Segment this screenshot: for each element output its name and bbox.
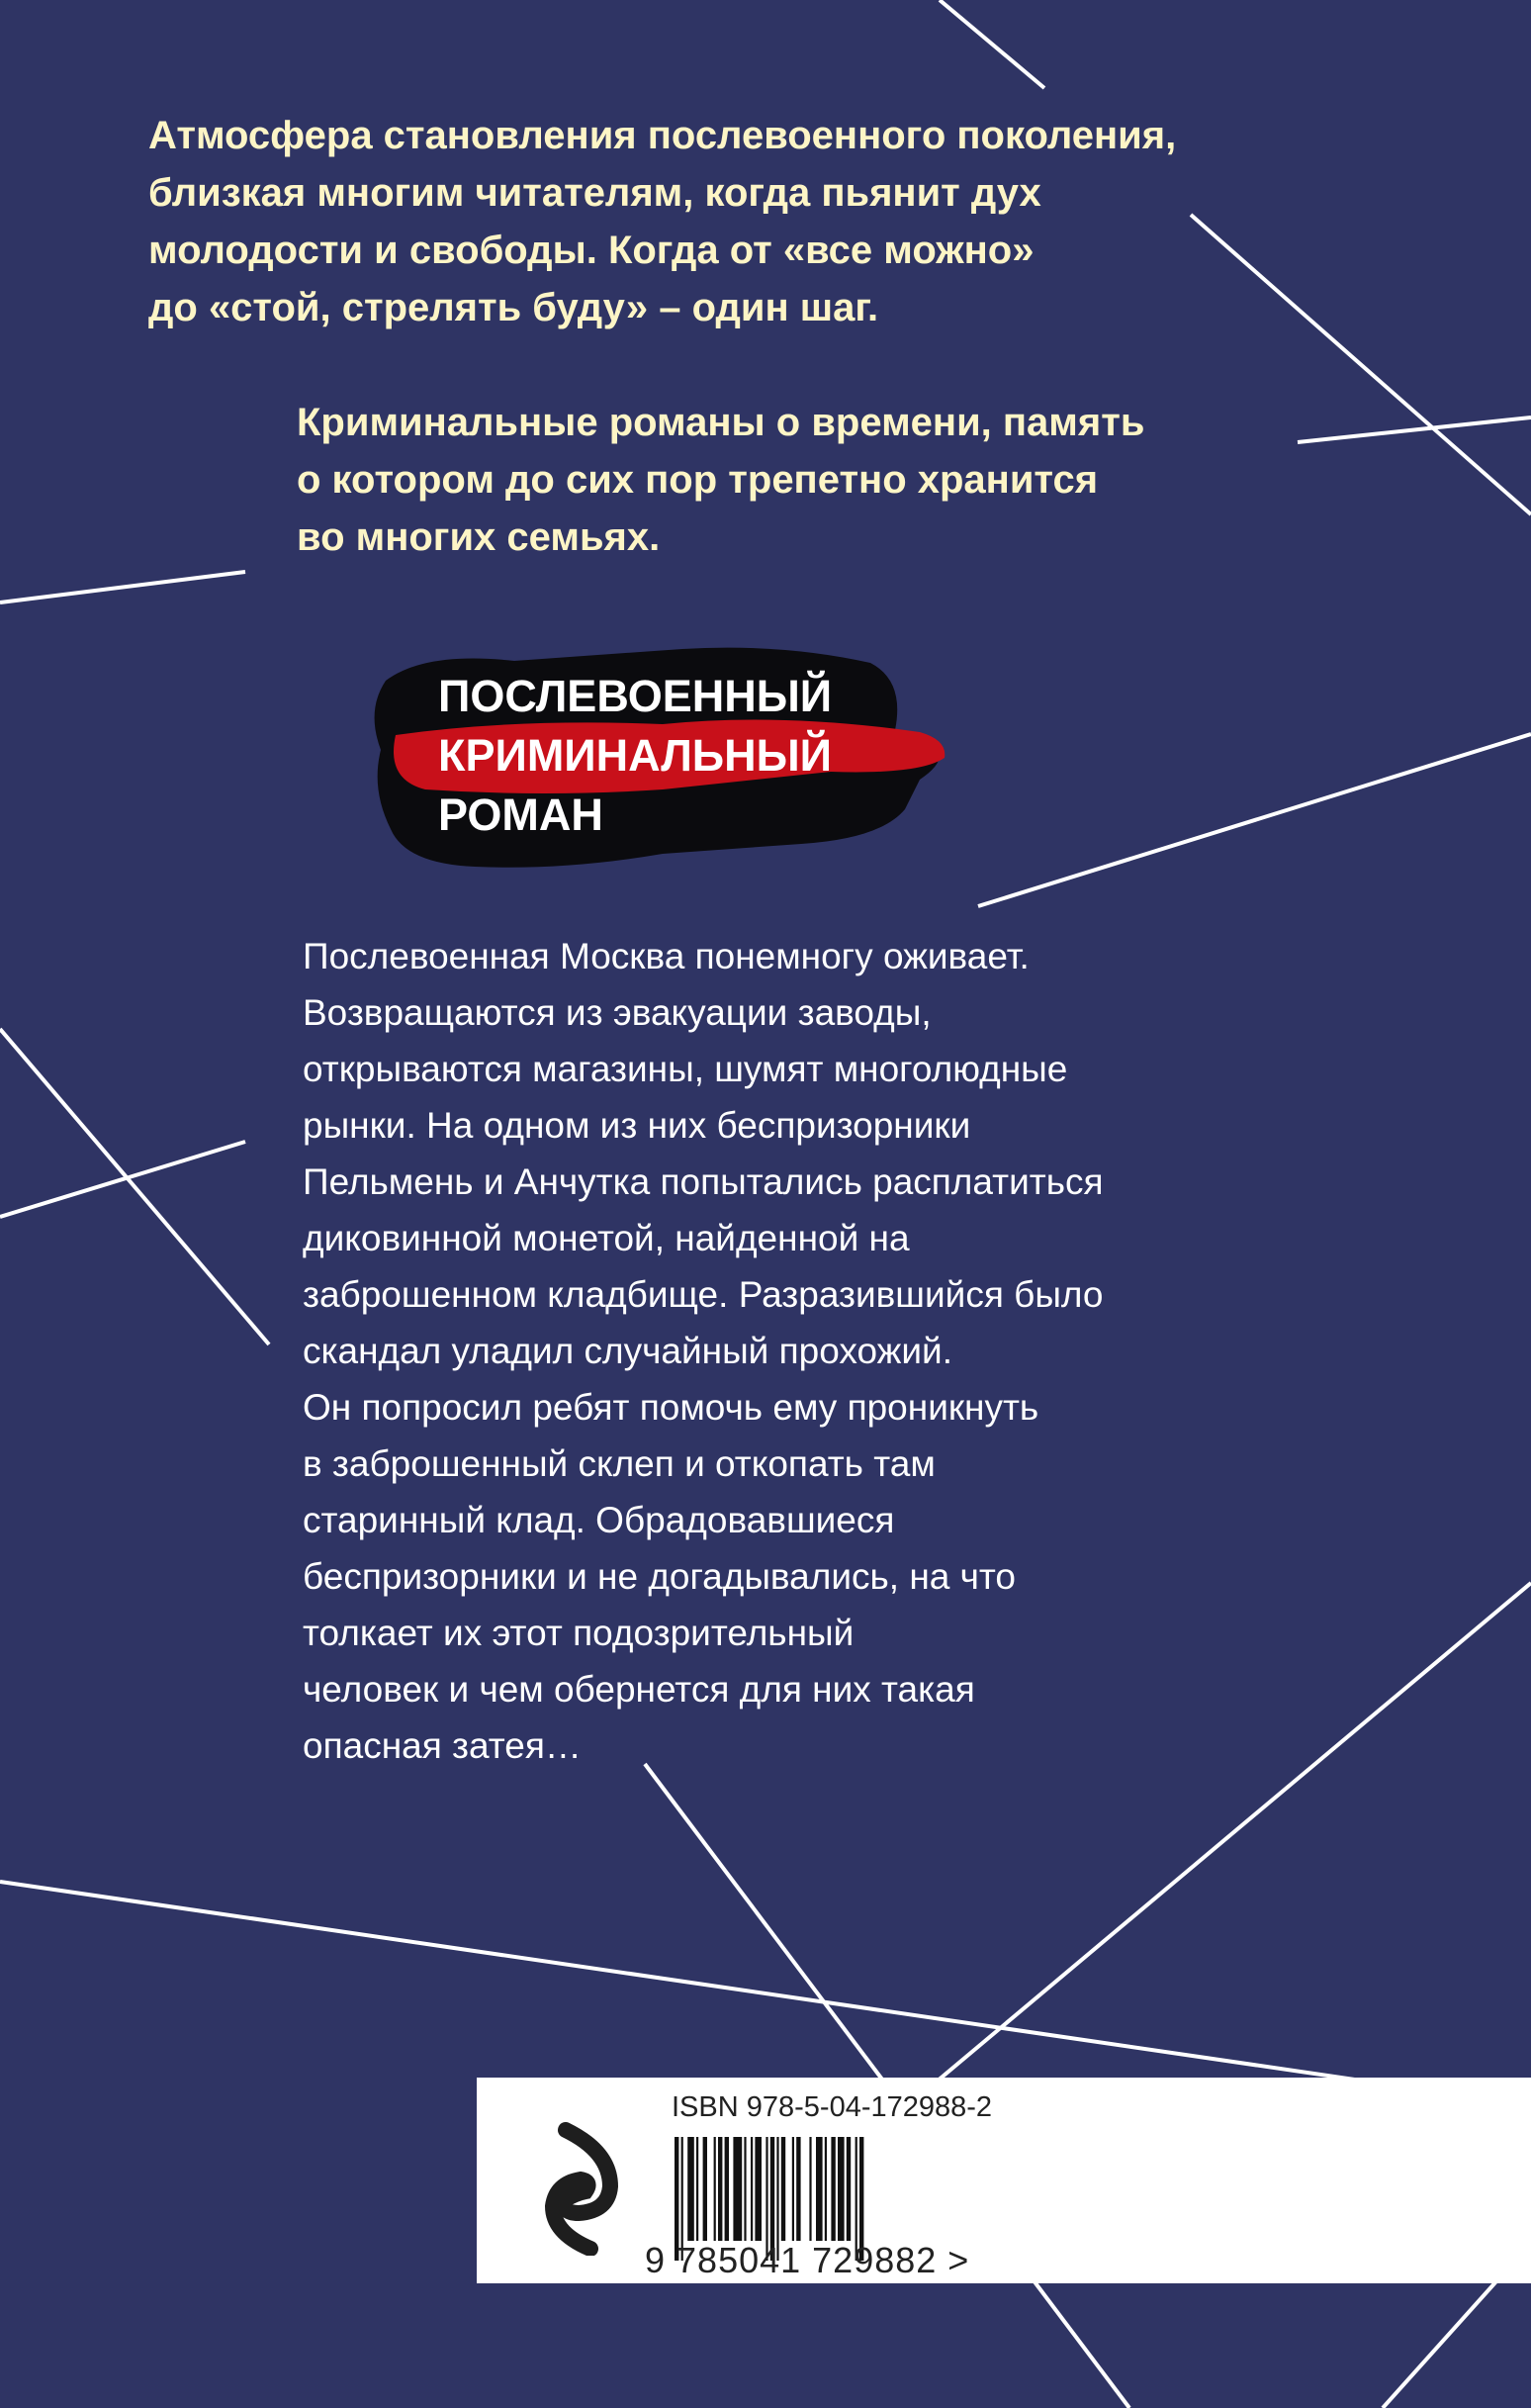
synopsis-line: Он попросил ребят помочь ему проникнуть bbox=[303, 1387, 1039, 1428]
barcode-bar bbox=[781, 2137, 785, 2241]
series-description bbox=[297, 394, 1144, 566]
barcode-bar bbox=[714, 2137, 716, 2241]
series-description-line: о котором до сих пор трепетно хранится bbox=[297, 458, 1099, 502]
synopsis bbox=[303, 928, 1104, 1774]
synopsis-line: рынки. На одном из них беспризорники bbox=[303, 1105, 971, 1146]
tagline-line: молодости и свободы. Когда от «все можно» bbox=[148, 229, 1035, 272]
tagline bbox=[148, 107, 1176, 336]
barcode-bar bbox=[751, 2137, 753, 2241]
synopsis-line: Послевоенная Москва понемногу оживает. bbox=[303, 936, 1030, 976]
synopsis-line: человек и чем обернется для них такая bbox=[303, 1669, 975, 1710]
synopsis-line: скандал уладил случайный прохожий. bbox=[303, 1331, 953, 1371]
tagline-line: до «стой, стрелять буду» – один шаг. bbox=[148, 286, 879, 329]
synopsis-line: Возвращаются из эвакуации заводы, bbox=[303, 992, 932, 1033]
eksmo-logo-icon bbox=[531, 2122, 620, 2256]
tagline-line: близкая многим читателям, когда пьянит дух bbox=[148, 171, 1041, 215]
barcode-bar bbox=[703, 2137, 707, 2241]
tagline-line: Атмосфера становления послевоенного поколения, bbox=[148, 114, 1177, 157]
barcode-bar bbox=[744, 2137, 746, 2241]
badge-line: РОМАН bbox=[438, 789, 603, 840]
barcode-bar bbox=[825, 2137, 827, 2241]
series-badge bbox=[366, 641, 949, 879]
series-description-line: во многих семьях. bbox=[297, 515, 661, 559]
synopsis-line: толкает их этот подозрительный bbox=[303, 1613, 855, 1653]
barcode-bar bbox=[755, 2137, 762, 2241]
barcode-bar bbox=[809, 2137, 811, 2241]
badge-line: КРИМИНАЛЬНЫЙ bbox=[438, 730, 833, 781]
barcode-bar bbox=[831, 2137, 835, 2241]
barcode-bar bbox=[792, 2137, 794, 2241]
synopsis-line: заброшенном кладбище. Разразившийся было bbox=[303, 1274, 1104, 1315]
synopsis-line: Пельмень и Анчутка попытались расплатиться bbox=[303, 1161, 1104, 1202]
barcode-bar bbox=[725, 2137, 729, 2241]
synopsis-line: в заброшенный склеп и откопать там bbox=[303, 1443, 936, 1484]
barcode-bar bbox=[733, 2137, 742, 2241]
barcode-panel bbox=[477, 2078, 1531, 2283]
synopsis-line: открываются магазины, шумят многолюдные bbox=[303, 1049, 1068, 1089]
barcode-bar bbox=[718, 2137, 722, 2241]
barcode-bar bbox=[796, 2137, 800, 2241]
synopsis-line: диковинной монетой, найденной на bbox=[303, 1218, 910, 1258]
barcode-bar bbox=[838, 2137, 845, 2241]
isbn-text: ISBN 978-5-04-172988-2 bbox=[672, 2091, 993, 2123]
series-description-line: Криминальные романы о времени, память bbox=[297, 401, 1145, 444]
barcode-bar bbox=[847, 2137, 851, 2241]
synopsis-line: беспризорники и не догадывались, на что bbox=[303, 1556, 1017, 1597]
barcode-bar bbox=[816, 2137, 823, 2241]
badge-line: ПОСЛЕВОЕННЫЙ bbox=[438, 671, 833, 721]
barcode-bar bbox=[696, 2137, 698, 2241]
barcode-digits: 9 785041 729882 > bbox=[645, 2240, 970, 2280]
barcode-bar bbox=[687, 2137, 694, 2241]
synopsis-line: старинный клад. Обрадовавшиеся bbox=[303, 1500, 895, 1540]
synopsis-line: опасная затея… bbox=[303, 1725, 582, 1766]
